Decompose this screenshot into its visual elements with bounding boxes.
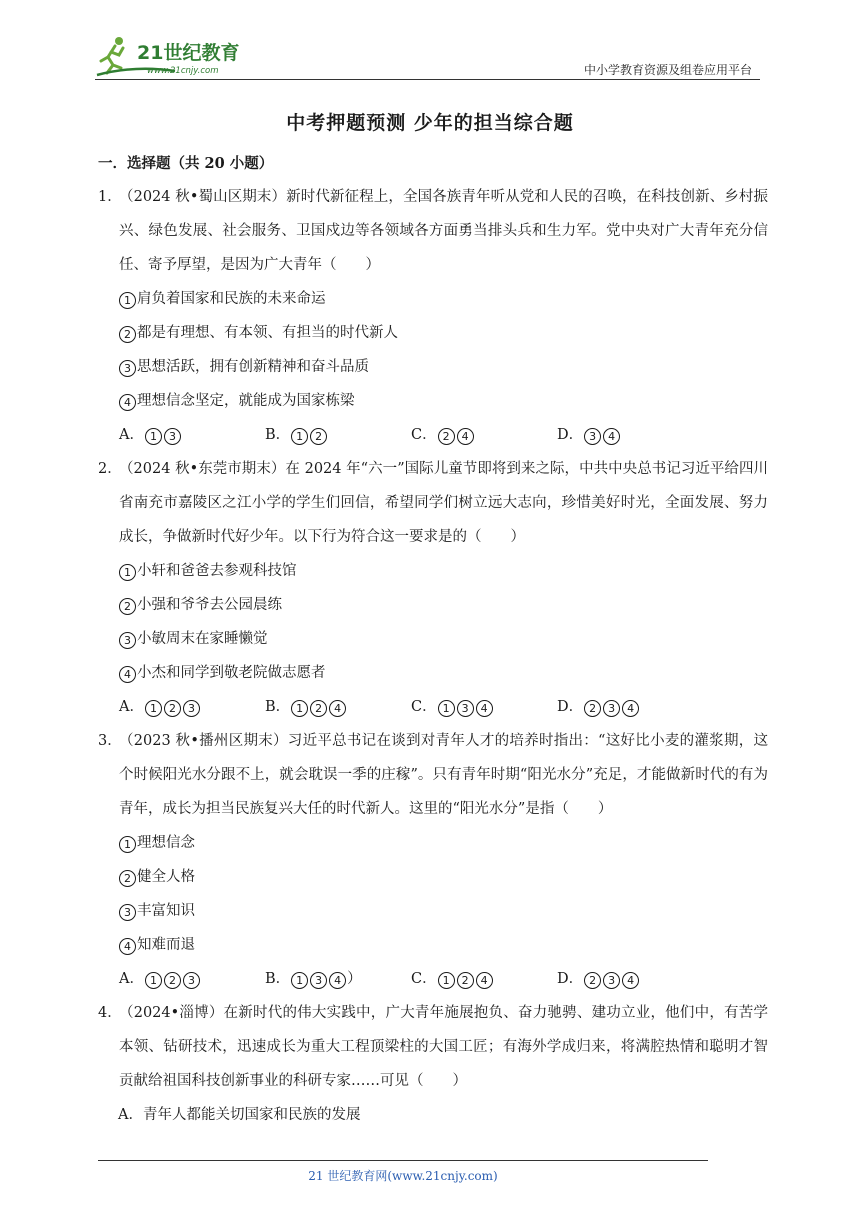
answer-options xyxy=(98,690,768,724)
statement-item xyxy=(98,588,768,622)
answer-option xyxy=(265,690,411,724)
circled-number: 2 xyxy=(438,428,455,445)
statement-item xyxy=(98,860,768,894)
statement-item xyxy=(98,894,768,928)
circled-number: 1 xyxy=(291,428,308,445)
answer-option xyxy=(557,962,703,996)
answer-option xyxy=(411,690,557,724)
option-label: D． xyxy=(557,699,584,715)
circled-number: 3 xyxy=(584,428,601,445)
document-title: 中考押题预测 少年的担当综合题 xyxy=(286,112,574,134)
circled-number: 4 xyxy=(476,972,493,989)
answer-options xyxy=(98,418,768,452)
circled-number: 2 xyxy=(119,870,136,887)
statement-text: 理想信念 xyxy=(137,835,195,851)
statement-item xyxy=(98,928,768,962)
option-label: C． xyxy=(411,699,437,715)
header-divider xyxy=(95,79,760,80)
question-number: 1． xyxy=(98,189,122,205)
circled-number: 1 xyxy=(438,700,455,717)
footer-text: 21 世纪教育网(www.21cnjy.com) xyxy=(308,1169,498,1183)
option-label: A． xyxy=(119,427,144,443)
statement-item xyxy=(98,316,768,350)
option-label: B． xyxy=(265,699,291,715)
circled-number: 3 xyxy=(310,972,327,989)
statement-text: 都是有理想、有本领、有担当的时代新人 xyxy=(137,325,398,341)
answer-option xyxy=(119,418,265,452)
circled-number: 4 xyxy=(476,700,493,717)
answer-option xyxy=(265,418,411,452)
section-heading: 一．选择题（共 20 小题） xyxy=(98,155,274,172)
circled-number: 2 xyxy=(584,700,601,717)
circled-number: 2 xyxy=(457,972,474,989)
question-block xyxy=(98,996,768,1132)
answer-option xyxy=(557,418,703,452)
circled-number: 4 xyxy=(622,972,639,989)
option-label: C． xyxy=(411,971,437,987)
option-label: A． xyxy=(119,971,144,987)
circled-number: 4 xyxy=(329,700,346,717)
circled-number: 1 xyxy=(291,972,308,989)
statement-item xyxy=(98,656,768,690)
circled-number: 3 xyxy=(457,700,474,717)
circled-number: 2 xyxy=(164,700,181,717)
option-label: B． xyxy=(265,971,291,987)
footer-divider xyxy=(98,1160,708,1161)
circled-number: 1 xyxy=(145,428,162,445)
question-text: （2024 秋•蜀山区期末）新时代新征程上，全国各族青年听从党和人民的召唤，在科技创新、乡村振兴、绿色发展、社会服务、卫国戍边等各领域各方面勇当排头兵和生力军。党中央对广大青年充分信任、寄予厚望，是因为广大青年（ ） xyxy=(119,189,768,273)
question-number: 2． xyxy=(98,461,122,477)
answer-option xyxy=(119,962,265,996)
question-number: 4． xyxy=(98,1005,122,1021)
question-block xyxy=(98,180,768,452)
question-stem xyxy=(98,996,768,1098)
circled-number: 4 xyxy=(119,394,136,411)
question-stem xyxy=(98,452,768,554)
option-label: D． xyxy=(557,427,584,443)
circled-number: 3 xyxy=(119,360,136,377)
circled-number: 3 xyxy=(119,904,136,921)
question-text: （2024•淄博）在新时代的伟大实践中，广大青年施展抱负、奋力驰骋、建功立业，他们中，有苦学本领、钻研技术，迅速成长为重大工程顶梁柱的大国工匠；有海外学成归来，将满腔热情和聪明才智贡献给祖国科技创新事业的科研专家……可见（ ） xyxy=(119,1005,768,1089)
option-tail: ） xyxy=(347,971,362,987)
circled-number: 3 xyxy=(603,972,620,989)
statement-text: 思想活跃，拥有创新精神和奋斗品质 xyxy=(137,359,369,375)
question-number: 3． xyxy=(98,733,122,749)
statement-text: 肩负着国家和民族的未来命运 xyxy=(137,291,326,307)
option-label: B． xyxy=(265,427,291,443)
statement-item xyxy=(98,622,768,656)
answer-option xyxy=(265,962,411,996)
circled-number: 4 xyxy=(622,700,639,717)
statement-text: 小杰和同学到敬老院做志愿者 xyxy=(137,665,326,681)
circled-number: 2 xyxy=(310,428,327,445)
statement-item xyxy=(98,826,768,860)
statement-item xyxy=(98,554,768,588)
question-stem xyxy=(98,180,768,282)
circled-number: 2 xyxy=(584,972,601,989)
logo-text: 21世纪教育 xyxy=(137,42,240,64)
statement-text: 小强和爷爷去公园晨练 xyxy=(137,597,282,613)
circled-number: 3 xyxy=(603,700,620,717)
question-text: （2023 秋•播州区期末）习近平总书记在谈到对青年人才的培养时指出：“这好比小麦的灌浆期，这个时候阳光水分跟不上，就会耽误一季的庄稼”。只有青年时期“阳光水分”充足，才能做新时代的有为青年，成长为担当民族复兴大任的时代新人。这里的“阳光水分”是指（ ） xyxy=(119,733,768,817)
answer-option xyxy=(557,690,703,724)
header-tagline: 中小学教育资源及组卷应用平台 xyxy=(583,63,752,77)
option-label: A． xyxy=(119,699,144,715)
statement-item xyxy=(98,282,768,316)
answer-option xyxy=(119,690,265,724)
statement-text: 小轩和爸爸去参观科技馆 xyxy=(137,563,297,579)
statement-text: 丰富知识 xyxy=(137,903,195,919)
circled-number: 1 xyxy=(119,564,136,581)
question-stem xyxy=(98,724,768,826)
statement-text: 小敏周末在家睡懒觉 xyxy=(137,631,268,647)
statement-text: 知难而退 xyxy=(137,937,195,953)
answer-option xyxy=(411,962,557,996)
circled-number: 4 xyxy=(329,972,346,989)
circled-number: 1 xyxy=(119,292,136,309)
option-label: D． xyxy=(557,971,584,987)
circled-number: 2 xyxy=(119,326,136,343)
option-line: A．青年人都能关切国家和民族的发展 xyxy=(118,1107,361,1123)
question-list xyxy=(98,180,768,1132)
circled-number: 4 xyxy=(457,428,474,445)
page-header xyxy=(95,30,760,82)
circled-number: 1 xyxy=(438,972,455,989)
circled-number: 2 xyxy=(164,972,181,989)
circled-number: 2 xyxy=(310,700,327,717)
answer-option xyxy=(411,418,557,452)
option-label: C． xyxy=(411,427,437,443)
circled-number: 1 xyxy=(291,700,308,717)
circled-number: 4 xyxy=(603,428,620,445)
circled-number: 3 xyxy=(164,428,181,445)
logo-url: www.21cnjy.com xyxy=(147,66,219,76)
statement-text: 健全人格 xyxy=(137,869,195,885)
circled-number: 3 xyxy=(119,632,136,649)
question-block xyxy=(98,724,768,996)
answer-options xyxy=(98,962,768,996)
question-text: （2024 秋•东莞市期末）在 2024 年“六一”国际儿童节即将到来之际，中共中央总书记习近平给四川省南充市嘉陵区之江小学的学生们回信，希望同学们树立远大志向，珍惜美好时光，全面发展、努力成长，争做新时代好少年。以下行为符合这一要求是的（ ） xyxy=(119,461,768,545)
circled-number: 2 xyxy=(119,598,136,615)
circled-number: 4 xyxy=(119,666,136,683)
circled-number: 1 xyxy=(145,972,162,989)
statement-text: 理想信念坚定，就能成为国家栋梁 xyxy=(137,393,355,409)
statement-item xyxy=(98,384,768,418)
circled-number: 3 xyxy=(183,972,200,989)
circled-number: 1 xyxy=(145,700,162,717)
question-block xyxy=(98,452,768,724)
circled-number: 3 xyxy=(183,700,200,717)
circled-number: 1 xyxy=(119,836,136,853)
circled-number: 4 xyxy=(119,938,136,955)
statement-item xyxy=(98,350,768,384)
logo xyxy=(95,35,270,77)
